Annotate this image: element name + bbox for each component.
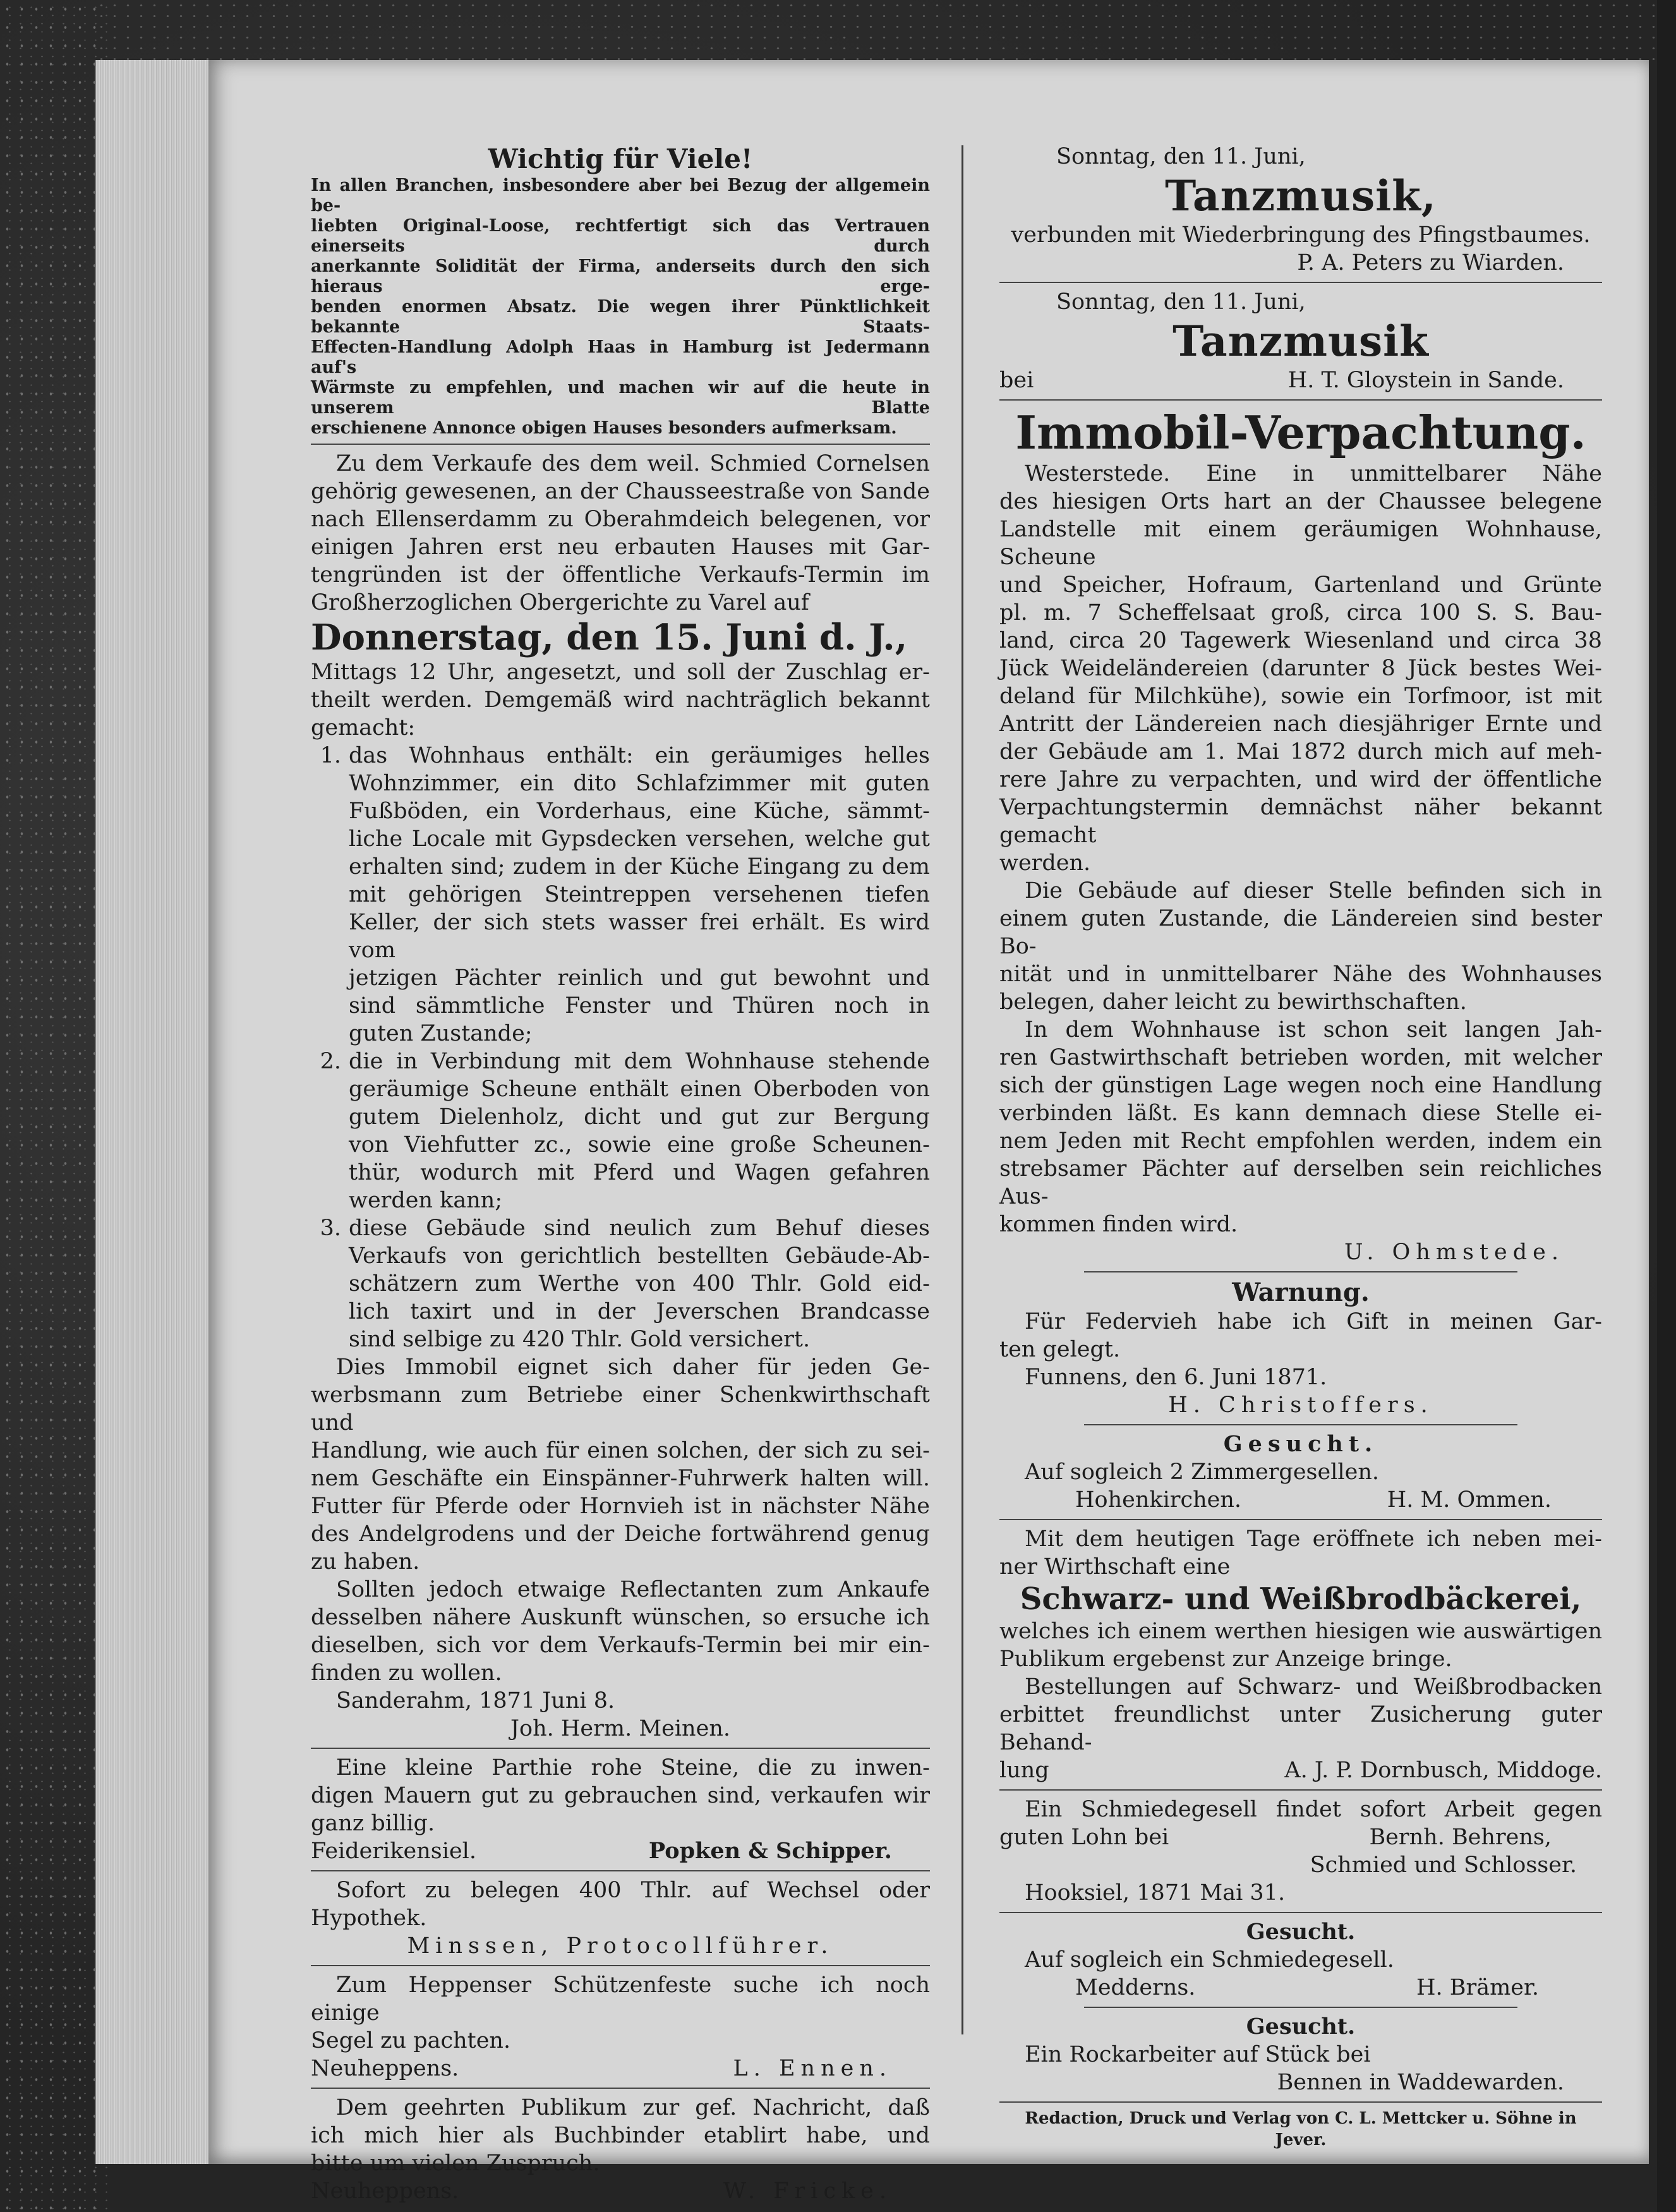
separator [999,2101,1602,2103]
list-item [311,742,930,1048]
signature: H. Christoffers. [1168,1393,1433,1418]
text-line: die in Verbindung mit dem Wohnhause stehende [349,1049,930,1074]
text-line: Landstelle mit einem geräumigen Wohnhause, Scheune [999,517,1602,570]
separator [311,2088,930,2089]
separator [999,1912,1602,1913]
text-line: nem Geschäfte ein Einspänner-Fuhrwerk halten will. [311,1466,930,1491]
text-line: bei [999,368,1034,393]
ad-title: Immobil-Verpachtung. [1015,406,1586,459]
text-line: Wärmste zu empfehlen, und machen wir auf die heute in unserem Blatte [311,378,930,418]
text-line: des hiesigen Orts hart an der Chaussee belegene [999,489,1602,514]
text-line: des Andelgrodens und der Deiche fortwährend genug [311,1521,930,1547]
text-line: ten gelegt. [999,1337,1121,1362]
event-date: Sonntag, den 11. Juni, [1056,144,1306,169]
text-line: guten Zustande; [349,1021,533,1046]
text-line: strebsamer Pächter auf derselben sein reichliches Aus- [999,1156,1602,1209]
ad-title: Tanzmusik [1173,317,1429,366]
ad-hypothek [311,1877,930,1960]
text-line: Dem geehrten Publikum zur gef. Nachricht, daß [336,2095,930,2120]
text-line: das Wohnhaus enthält: ein geräumiges helles [349,743,930,768]
text-line: Dies Immobil eignet sich daher für jeden Ge- [336,1355,930,1380]
ad-buchbinder [311,2094,930,2205]
text-line: zu haben. [311,1549,420,1574]
text-line: schätzern zum Werthe von 400 Thlr. Gold eid- [349,1271,930,1296]
place-date: Sanderahm, 1871 Juni 8. [336,1688,615,1713]
text-line: Mit dem heutigen Tage eröffnete ich neben mei- [1025,1526,1602,1552]
text-line: Sollten jedoch etwaige Reflectanten zum Ankaufe [336,1577,930,1602]
signature: L. Ennen. [733,2056,892,2081]
text-line: dieselben, sich vor dem Verkaufs-Termin bei mir ein- [311,1633,930,1658]
text-line: jetzigen Pächter reinlich und gut bewohnt und [349,965,930,991]
signature: P. A. Peters zu Wiarden. [1297,250,1564,275]
text-line: werden. [999,850,1091,876]
signature: H. T. Gloystein in Sande. [1287,368,1564,393]
text-line: geräumige Scheune enthält einen Oberboden von [349,1077,930,1102]
text-line: Verpachtungstermin demnächst näher bekannt gemacht [999,795,1602,848]
text-line: finden zu wollen. [311,1660,502,1686]
text-line: und Speicher, Hofraum, Gartenland und Grünte [999,572,1602,598]
auction-date: Donnerstag, den 15. Juni d. J., [311,617,908,658]
signature: Minssen, Protocollführer. [407,1933,834,1959]
text-line: anerkannte Solidität der Firma, anderseits durch den sich hieraus erge- [311,257,930,296]
text-line: rere Jahre zu verpachten, und wird der öffentliche [999,767,1602,792]
signature: Bennen in Waddewarden. [1277,2070,1564,2095]
list-item [311,1214,930,1353]
text-line: welches ich einem werthen hiesigen wie auswärtigen [999,1619,1602,1644]
text-line: Bestellungen auf Schwarz- und Weißbrodbacken [1025,1674,1602,1700]
text-line: Hypothek. [311,1906,427,1931]
ad-tanzmusik-2 [999,288,1602,394]
separator [999,1519,1602,1520]
text-line: Handlung, wie auch für einen solchen, der sich zu sei- [311,1438,930,1463]
right-column [999,143,1602,2151]
text-line: lich taxirt und in der Jeverschen Brandcasse [349,1299,930,1324]
text-line: Für Federvieh habe ich Gift in meinen Gar- [1025,1309,1602,1334]
text-line: einigen Jahren erst neu erbauten Hauses mit Gar- [311,535,930,560]
text-line: gemacht: [311,715,416,740]
text-line: desselben nähere Auskunft wünschen, so ersuche ich [311,1605,930,1630]
signature: U. Ohmstede. [1344,1240,1564,1265]
text-line: In dem Wohnhause ist schon seit langen Jah- [1025,1017,1602,1043]
signature: H. Brämer. [1416,1975,1539,2000]
separator [311,1965,930,1966]
text-line: nität und in unmittelbarer Nähe des Wohnhauses [999,962,1602,987]
text-line: sind sämmtliche Fenster und Thüren noch in [349,993,930,1018]
text-line: tengründen ist der öffentliche Verkaufs-Termin im [311,562,930,588]
signature: W. Fricke. [723,2179,892,2204]
text-line: bitte um vielen Zuspruch. [311,2151,600,2176]
text-line: Segel zu pachten. [311,2028,511,2053]
ad-baeckerei [999,1525,1602,1784]
text-line: Eine kleine Parthie rohe Steine, die zu inwen- [336,1755,930,1780]
ad-tanzmusik-1 [999,143,1602,277]
separator [999,282,1602,283]
separator [1084,1271,1518,1272]
text-line: verbunden mit Wiederbringung des Pfingstbaumes. [1011,222,1591,248]
ad-segel [311,1971,930,2082]
item-number: 2. [320,1049,341,1074]
text-line: Jück Weideländereien (darunter 8 Jück bestes Wei- [999,656,1602,681]
page-edges [95,60,213,2164]
column-divider [962,145,963,2034]
text-line: werden kann; [349,1188,503,1213]
ad-title: Gesucht. [1223,1431,1378,1457]
text-line: Großherzoglichen Obergerichte zu Varel auf [311,590,809,615]
text-line: guten Lohn bei [999,1825,1169,1850]
text-line: ner Wirthschaft eine [999,1554,1231,1580]
text-line: Futter für Pferde oder Hornvieh ist in nächster Nähe [311,1494,930,1519]
text-line: Antritt der Ländereien nach diesjähriger Ernte und [999,711,1602,737]
text-line: land, circa 20 Tagewerk Wiesenland und circa 38 [999,628,1602,653]
ad-verkauf [311,450,930,1743]
text-line: erschienene Annonce obigen Hauses besonders aufmerksam. [311,418,897,438]
ad-title: Schwarz- und Weißbrodbäckerei, [1020,1581,1582,1617]
text-line: erbittet freundlichst unter Zusicherung guter Behand- [999,1702,1602,1755]
text-line: Die Gebäude auf dieser Stelle befinden sich in [1025,878,1602,904]
text-line: gehörig gewesenen, an der Chausseestraße von Sande [311,479,930,504]
text-line: Auf sogleich 2 Zimmergesellen. [1025,1460,1379,1485]
place: Neuheppens. [311,2056,459,2081]
text-line: Effecten-Handlung Adolph Haas in Hamburg ist Jedermann auf's [311,337,930,377]
separator [311,444,930,445]
text-line: von Viehfutter zc., sowie eine große Scheunen- [349,1132,930,1157]
text-line: theilt werden. Demgemäß wird nachträglich bekannt [311,687,930,713]
text-line: sich der günstigen Lage wegen noch eine Handlung [999,1073,1602,1098]
text-line: Auf sogleich ein Schmiedegesell. [1025,1947,1394,1973]
text-line: ich mich hier als Buchbinder etablirt habe, und [311,2123,930,2148]
place: Hohenkirchen. [1075,1487,1242,1513]
separator [999,1789,1602,1791]
text-line: liebten Original-Loose, rechtfertigt sich das Vertrauen einerseits durch [311,216,930,256]
text-line: Verkaufs von gerichtlich bestellten Gebäude-Ab- [349,1243,930,1269]
ad-title: Wichtig für Viele! [488,143,753,174]
signature: H. M. Ommen. [1387,1487,1552,1513]
text-line: nem Jeden mit Recht empfohlen werden, indem ein [999,1128,1602,1154]
text-line: diese Gebäude sind neulich zum Behuf dieses [349,1216,930,1241]
text-line: mit gehörigen Steintreppen versehenen tiefen [349,882,930,907]
text-line: benden enormen Absatz. Die wegen ihrer Pünktlichkeit bekannte Staats- [311,297,930,337]
text-line: erhalten sind; zudem in der Küche Eingang zu dem [349,854,930,879]
text-line: Fußböden, ein Vorderhaus, eine Küche, sämmt- [349,799,930,824]
text-line: Zu dem Verkaufe des dem weil. Schmied Cornelsen [336,451,930,476]
cover-edge [1657,0,1676,2212]
text-line: Westerstede. Eine in unmittelbarer Nähe [1025,461,1602,487]
ad-title: Tanzmusik, [1165,171,1437,221]
cover-speckle-top [95,0,1676,60]
place-date: Hooksiel, 1871 Mai 31. [1025,1880,1286,1906]
list-item [311,1048,930,1214]
text-line: verbinden läßt. Es kann demnach diese Stelle ei- [999,1101,1602,1126]
place: Medderns. [1075,1975,1196,2000]
signature: Joh. Herm. Meinen. [510,1716,730,1741]
text-line: Ein Schmiedegesell findet sofort Arbeit gegen [1025,1797,1602,1822]
separator [311,1748,930,1749]
event-date: Sonntag, den 11. Juni, [1056,289,1306,315]
text-line: Sofort zu belegen 400 Thlr. auf Wechsel oder [336,1878,930,1903]
text-line: kommen finden wird. [999,1212,1238,1237]
separator [311,1870,930,1871]
text-line: belegen, daher leicht zu bewirthschaften. [999,989,1467,1015]
ad-schmiedegesell [999,1796,1602,1907]
separator [1084,1424,1518,1425]
text-line: deland für Milchkühe), sowie ein Torfmoor, ist mit [999,684,1602,709]
ad-immobil-verpachtung [999,406,1602,1266]
text-line: ren Gastwirthschaft betrieben worden, mit welcher [999,1045,1602,1070]
ad-gesucht-3 [999,2013,1602,2096]
ad-title: Gesucht. [1246,1919,1356,1945]
signature: Bernh. Behrens, [1369,1825,1552,1850]
text-line: nach Ellenserdamm zu Oberahmdeich belegenen, vor [311,507,930,532]
signature: Popken & Schipper. [648,1838,892,1864]
ad-gesucht-1 [999,1430,1602,1514]
text-line: gutem Dielenholz, dicht und gut zur Bergung [349,1104,930,1130]
place: Feiderikensiel. [311,1839,476,1864]
text-line: lung [999,1758,1049,1783]
text-line: digen Mauern gut zu gebrauchen sind, verkaufen wir [311,1783,930,1808]
text-line: In allen Branchen, insbesondere aber bei Bezug der allgemein be- [311,176,930,215]
text-line: werbsmann zum Betriebe einer Schenkwirthschaft und [311,1382,930,1435]
cover-speckle [0,0,107,2212]
text-line: sind selbige zu 420 Thlr. Gold versichert. [349,1327,811,1352]
text-line: pl. m. 7 Scheffelsaat groß, circa 100 S. S. Bau- [999,600,1602,626]
text-line: Wohnzimmer, ein dito Schlafzimmer mit guten [349,771,930,796]
item-number: 1. [320,743,341,768]
text-line: Ein Rockarbeiter auf Stück bei [1025,2042,1371,2067]
ad-wichtig [311,143,930,438]
text-line: Schmied und Schlosser. [1310,1852,1577,1878]
text-line: liche Locale mit Gypsdecken versehen, welche gut [349,826,930,852]
text-line: ganz billig. [311,1811,435,1836]
ad-gesucht-2 [999,1918,1602,2002]
ad-warnung [999,1278,1602,1419]
item-number: 3. [320,1216,341,1241]
ad-title: Warnung. [1232,1278,1370,1307]
text-line: der Gebäude am 1. Mai 1872 durch mich auf meh- [999,739,1602,765]
imprint-footer: Redaction, Druck und Verlag von C. L. Mettcker u. Söhne in Jever. [1025,2109,1577,2149]
left-column [311,143,930,2205]
place-date: Funnens, den 6. Juni 1871. [1025,1365,1327,1390]
item-list [311,742,930,1353]
separator [999,399,1602,401]
ad-title: Gesucht. [1246,2014,1356,2040]
text-line: Zum Heppenser Schützenfeste suche ich noch einige [311,1973,930,2026]
text-line: Publikum ergebenst zur Anzeige bringe. [999,1647,1452,1672]
ad-steine [311,1754,930,1865]
text-line: Mittags 12 Uhr, angesetzt, und soll der Zuschlag er- [311,660,930,685]
text-line: Keller, der sich stets wasser frei erhält. Es wird vom [349,910,930,963]
text-line: thür, wodurch mit Pferd und Wagen gefahren [349,1160,930,1185]
place: Neuheppens. [311,2179,459,2204]
separator [1084,2007,1518,2008]
text-line: einem guten Zustande, die Ländereien sind bester Bo- [999,906,1602,959]
signature: A. J. P. Dornbusch, Middoge. [1284,1758,1602,1783]
